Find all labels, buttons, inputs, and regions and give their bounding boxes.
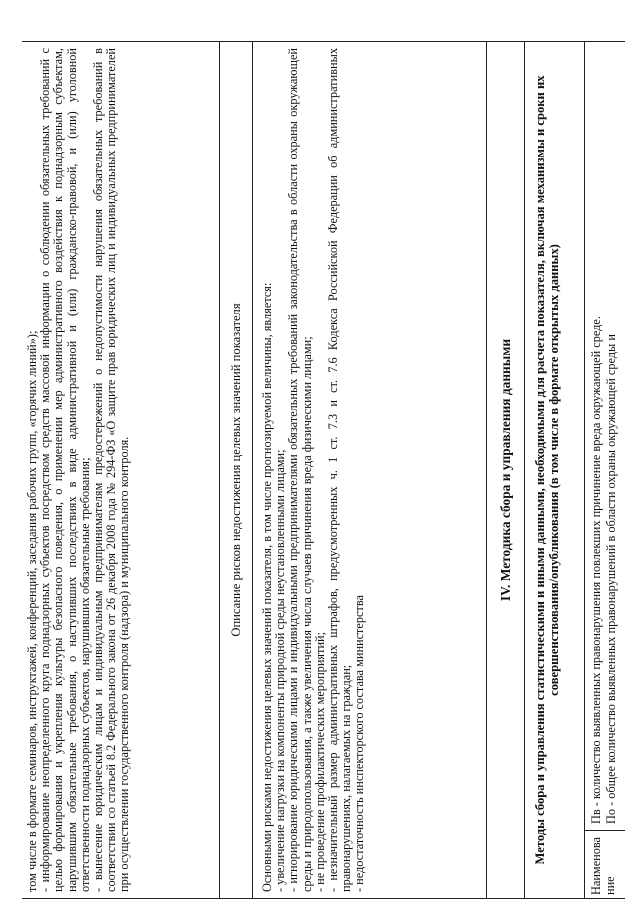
section-title-cell — [487, 42, 525, 898]
section-title: IV. Методика сбора и управления данными — [497, 338, 513, 602]
document-table — [22, 41, 625, 899]
risk-description-cell — [253, 42, 487, 898]
methods-title-cell — [525, 42, 585, 898]
name-label: Наименование — [589, 837, 617, 895]
name-line: По - общее количество выявленных правонарушений в области охраны окружающей среды и — [603, 334, 618, 824]
text-paragraph: том числе в формате семинаров, инструктажей, конференций, заседания рабочих групп, «горячих линий»); — [25, 330, 39, 892]
risk-header-cell — [220, 42, 253, 898]
text-paragraph: - игнорирование юридическими лицами и индивидуальными предпринимателями обязательных требований законодательства в области охраны окружающей среды и природопользования, а также увеличения числа случаев причинения вреда физическими лицами; — [286, 48, 314, 892]
name-row — [585, 42, 625, 898]
name-line: Пв - количество выявленных правонарушения повлекших причинение вреда окружающей среде. — [589, 316, 603, 824]
text-paragraph: - информирование неопределенного круга поднадзорных субъектов посредством средств массовой информации о соблюдении обязательных требований с целью формирования и укрепления культуры безопасного поведения, о применении мер административного воздействия к поднадзорным субъектам, нарушившим обязательные требования, о наступивших последствиях в виде административной и (или) гражданско-правовой, и (или) уголовной ответственности поднадзорных субъектов, нарушивших обязательные требования; — [38, 48, 92, 892]
name-value-cell — [585, 42, 625, 830]
methods-title: Методы сбора и управления статистическими и иными данными, необходимыми для расчета показателя, включая механизмы и сроки их совершенствования/опубликования (в том числе в формате открытых данных) — [533, 75, 561, 865]
text-paragraph: - увеличение нагрузки на компоненты природной среды неустановленными лицами; — [273, 449, 288, 892]
text-paragraph: - не проведение профилактических мероприятий; — [312, 631, 327, 892]
prevention-measures-cell — [22, 42, 220, 898]
text-paragraph: - вынесение юридическим лицам и индивидуальным предпринимателям предостережений о недопустимости нарушения обязательных требований в соответствии со статьей 8.2 Федерального закона от 26 декабря 2008 года № 294-ФЗ «О защите прав юридических лиц и индивидуальных предпринимателей при осуществлении государственного контроля (надзора) и муниципального контроля. — [91, 48, 132, 892]
text-paragraph: - недостаточность инспекторского состава министерства — [352, 595, 367, 892]
text-paragraph: Основными рисками недостижения целевых значений показателя, в том числе прогнозируемой величины, является: — [260, 282, 274, 892]
text-paragraph: - незначительный размер административных штрафов, предусмотренных ч. 1 ст. 7.3 и ст. 7.6 Кодекса Российской Федерации об административных правонарушениях, налагаемых на граждан; — [326, 48, 354, 892]
risk-header: Описание рисков недостижения целевых значений показателя — [228, 303, 243, 637]
name-label-cell — [585, 830, 625, 898]
